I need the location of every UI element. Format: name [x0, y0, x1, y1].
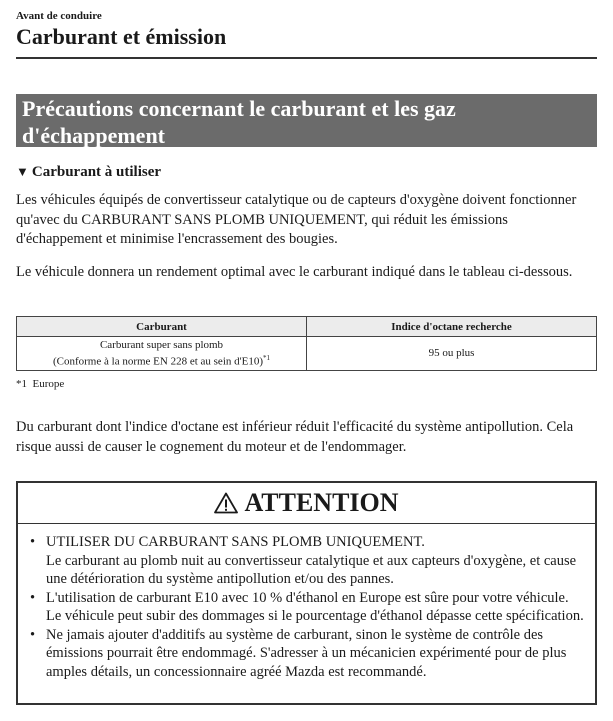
page-title: Carburant et émission — [16, 24, 227, 49]
footnote-ref: *1 — [263, 353, 270, 362]
intro-paragraph: Les véhicules équipés de convertisseur catalytique ou de capteurs d'oxygène doivent fonctionner qu'avec du CARBURANT SANS PLOMB UNIQUEMENT, qui réduit les émissions d'échappement et minimise l'encrassement des bougies. — [16, 192, 577, 247]
subsection-title: Carburant à utiliser — [31, 164, 162, 180]
section-banner — [16, 94, 597, 147]
footnote-text: Europe — [32, 378, 65, 390]
footnote-marker: *1 — [16, 378, 27, 390]
attention-item-detail: Le carburant au plomb nuit au convertisseur catalytique et aux capteurs d'oxygène, et cause une détérioration du système antipollution et/ou des pannes. — [46, 552, 577, 587]
attention-list — [28, 533, 587, 681]
section-title: Précautions concernant le carburant et les gaz d'échappement — [22, 96, 456, 148]
fuel-table — [16, 316, 597, 371]
bullet: • — [30, 626, 36, 643]
triangle-down-icon: ▼ — [16, 164, 29, 179]
table-row — [17, 337, 597, 371]
list-item — [28, 589, 587, 626]
attention-item-lead: UTILISER DU CARBURANT SANS PLOMB UNIQUEMENT. — [46, 534, 425, 550]
attention-item-lead: L'utilisation de carburant E10 avec 10 % d'éthanol en Europe est sûre pour votre véhicule. Le véhicule peut subir des dommages si le pourcentage d'éthanol dépasse cette spécification. — [46, 589, 584, 624]
attention-item-lead: Ne jamais ajouter d'additifs au système de carburant, sinon le système de contrôle des émissions pourrait être endommagé. S'adresser à un mécanicien expérimenté pour de plus amples détails, un concessionnaire agréé Mazda est recommandé. — [46, 626, 567, 680]
list-item — [28, 533, 587, 589]
column-header-octane: Indice d'octane recherche — [307, 317, 597, 337]
header-divider — [16, 57, 597, 59]
list-item — [28, 626, 587, 682]
octane-note-paragraph: Du carburant dont l'indice d'octane est inférieur réduit l'efficacité du système antipollution. Cela risque aussi de causer le cognement du moteur et de l'endommager. — [16, 419, 574, 455]
bullet: • — [30, 589, 36, 606]
subsection-heading — [16, 164, 161, 181]
bullet: • — [30, 534, 36, 550]
warning-triangle-icon — [214, 492, 238, 514]
attention-header — [18, 483, 595, 524]
octane-cell: 95 ou plus — [307, 337, 597, 371]
fuel-name: Carburant super sans plomb — [99, 338, 224, 351]
column-header-fuel: Carburant — [17, 317, 307, 337]
chapter-label: Avant de conduire — [16, 10, 102, 22]
table-intro-paragraph: Le véhicule donnera un rendement optimal avec le carburant indiqué dans le tableau ci-dessous. — [16, 264, 573, 280]
attention-box — [16, 481, 597, 705]
table-footnote — [16, 378, 64, 390]
fuel-standard: (Conforme à la norme EN 228 et au sein d'E10)$^{*1}$ — [52, 353, 270, 368]
attention-title: ATTENTION — [244, 488, 399, 517]
fuel-cell — [17, 337, 307, 371]
table-header-row — [17, 317, 597, 337]
